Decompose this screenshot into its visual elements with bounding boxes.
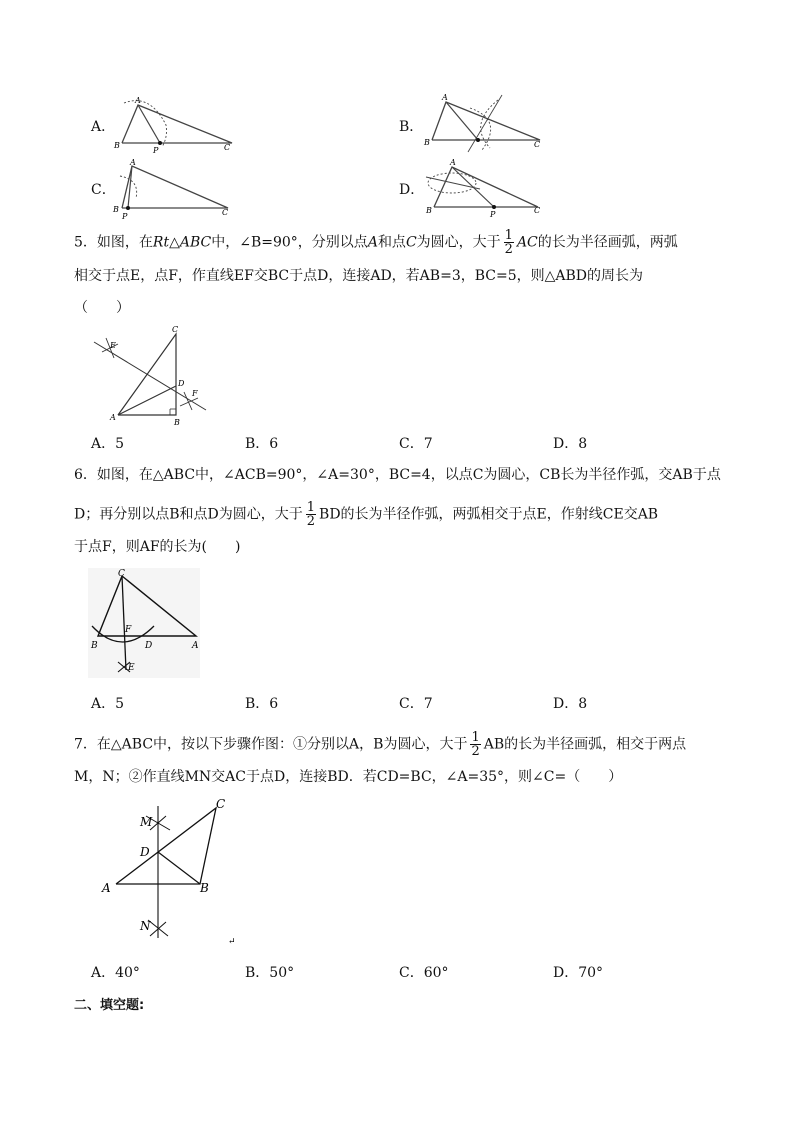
svg-text:P: P [122, 212, 128, 220]
svg-text:A: A [110, 413, 116, 422]
svg-text:C: C [222, 208, 229, 217]
svg-text:B: B [426, 206, 432, 215]
q6-frac-den: 2 [306, 514, 316, 529]
svg-text:D: D [145, 641, 153, 651]
q5-text-b: Rt△ABC [152, 234, 212, 251]
q6-stem-line1: 6．如图，在△ABC中，∠ACB=90°，∠A=30°，BC=4，以点C为圆心，CB长为半径作弧，交AB于点 [74, 467, 721, 483]
q4-figure-c [110, 158, 240, 220]
svg-text:B: B [91, 641, 98, 651]
svg-text:A: A [192, 641, 199, 651]
q5-text-a: 5．如图，在 [74, 234, 153, 251]
svg-text:A: A [130, 158, 136, 167]
q5-figure [88, 322, 213, 430]
svg-text:A: A [135, 96, 141, 105]
svg-text:E: E [128, 663, 135, 673]
q4-option-b-label: B． [399, 119, 424, 135]
svg-text:C: C [216, 797, 226, 811]
q7-frac-num: 1 [471, 730, 480, 745]
q5-option-d[interactable]: D．8 [553, 436, 588, 452]
section-heading: 二、填空题: [74, 998, 145, 1013]
q7-text-b: AB的长为半径画弧，相交于两点 [483, 736, 687, 753]
q5-text-e: 和点 [377, 234, 406, 251]
svg-text:↵: ↵ [228, 937, 236, 947]
svg-text:P: P [490, 210, 496, 219]
q6-fraction [306, 501, 316, 528]
q5-text-i: 的长为半径画弧，两弧 [537, 234, 678, 251]
q6-stem-line2 [74, 501, 658, 528]
q4-figure-a [110, 95, 240, 155]
q7-option-b[interactable]: B．50° [245, 965, 295, 981]
svg-text:B: B [114, 141, 120, 150]
q6-option-d[interactable]: D．8 [553, 696, 588, 712]
svg-text:M: M [140, 815, 153, 829]
q5-text-c: 中，∠B=90°，分别以点 [211, 234, 368, 251]
q7-option-c[interactable]: C．60° [399, 965, 449, 981]
q5-frac-num: 1 [504, 228, 513, 243]
q7-stem-line1 [74, 731, 686, 758]
svg-text:A: A [442, 93, 448, 102]
q7-text-a: 7．在△ABC中，按以下步骤作图：①分别以A，B为圆心，大于 [74, 736, 468, 753]
q5-stem-line3: （ ） [74, 300, 130, 316]
q5-option-a[interactable]: A．5 [91, 436, 125, 452]
svg-text:C: C [172, 325, 179, 334]
svg-text:B: B [200, 881, 209, 895]
svg-text:A: A [102, 881, 111, 895]
q5-stem-line1 [74, 229, 678, 256]
svg-text:B: B [174, 418, 180, 427]
svg-text:C: C [224, 143, 231, 152]
q4-figure-b [420, 90, 550, 155]
svg-text:F: F [125, 625, 132, 635]
q7-stem-line2: M，N；②作直线MN交AC于点D，连接BD．若CD=BC，∠A=35°，则∠C=（ ） [74, 769, 623, 785]
svg-text:E: E [110, 341, 116, 350]
svg-text:B: B [424, 138, 430, 147]
q7-figure [96, 796, 246, 948]
svg-text:C: C [118, 569, 125, 579]
q6-figure [88, 568, 200, 678]
q4-option-c-label: C． [91, 182, 116, 198]
svg-text:C: C [534, 206, 541, 215]
q6-frac-num: 1 [306, 500, 316, 515]
q5-stem-line2: 相交于点E，点F，作直线EF交BC于点D，连接AD，若AB=3，BC=5，则△ABD的周长为 [74, 268, 644, 284]
q5-text-h: AC [516, 234, 538, 251]
q4-figure-d [420, 155, 550, 220]
svg-text:N: N [140, 919, 151, 933]
q6-option-c[interactable]: C．7 [399, 696, 433, 712]
q7-option-d[interactable]: D．70° [553, 965, 604, 981]
q6-text-b: BD的长为半径作弧，两弧相交于点E，作射线CE交AB [319, 506, 659, 523]
q4-option-a-label: A． [91, 119, 116, 135]
svg-text:A: A [450, 158, 456, 167]
q7-fraction [470, 731, 480, 758]
q6-stem-line3: 于点F，则AF的长为( ) [74, 539, 241, 555]
q5-option-b[interactable]: B．6 [245, 436, 279, 452]
q6-text-a: D；再分别以点B和点D为圆心，大于 [74, 506, 303, 523]
q5-option-c[interactable]: C．7 [399, 436, 433, 452]
q6-option-b[interactable]: B．6 [245, 696, 279, 712]
svg-text:F: F [192, 389, 198, 398]
q5-text-f: C [405, 234, 417, 251]
svg-text:B: B [113, 205, 119, 214]
q7-option-a[interactable]: A．40° [91, 965, 140, 981]
svg-text:C: C [534, 140, 541, 149]
q5-text-g: 为圆心，大于 [416, 234, 501, 251]
q5-fraction [504, 229, 514, 256]
q6-option-a[interactable]: A．5 [91, 696, 125, 712]
svg-text:D: D [140, 845, 150, 859]
svg-text:D: D [178, 379, 185, 388]
svg-text:P: P [153, 146, 159, 155]
q5-text-d: A [367, 234, 378, 251]
q5-frac-den: 2 [504, 242, 513, 257]
q7-frac-den: 2 [471, 744, 480, 759]
q4-option-d-label: D． [399, 182, 425, 198]
